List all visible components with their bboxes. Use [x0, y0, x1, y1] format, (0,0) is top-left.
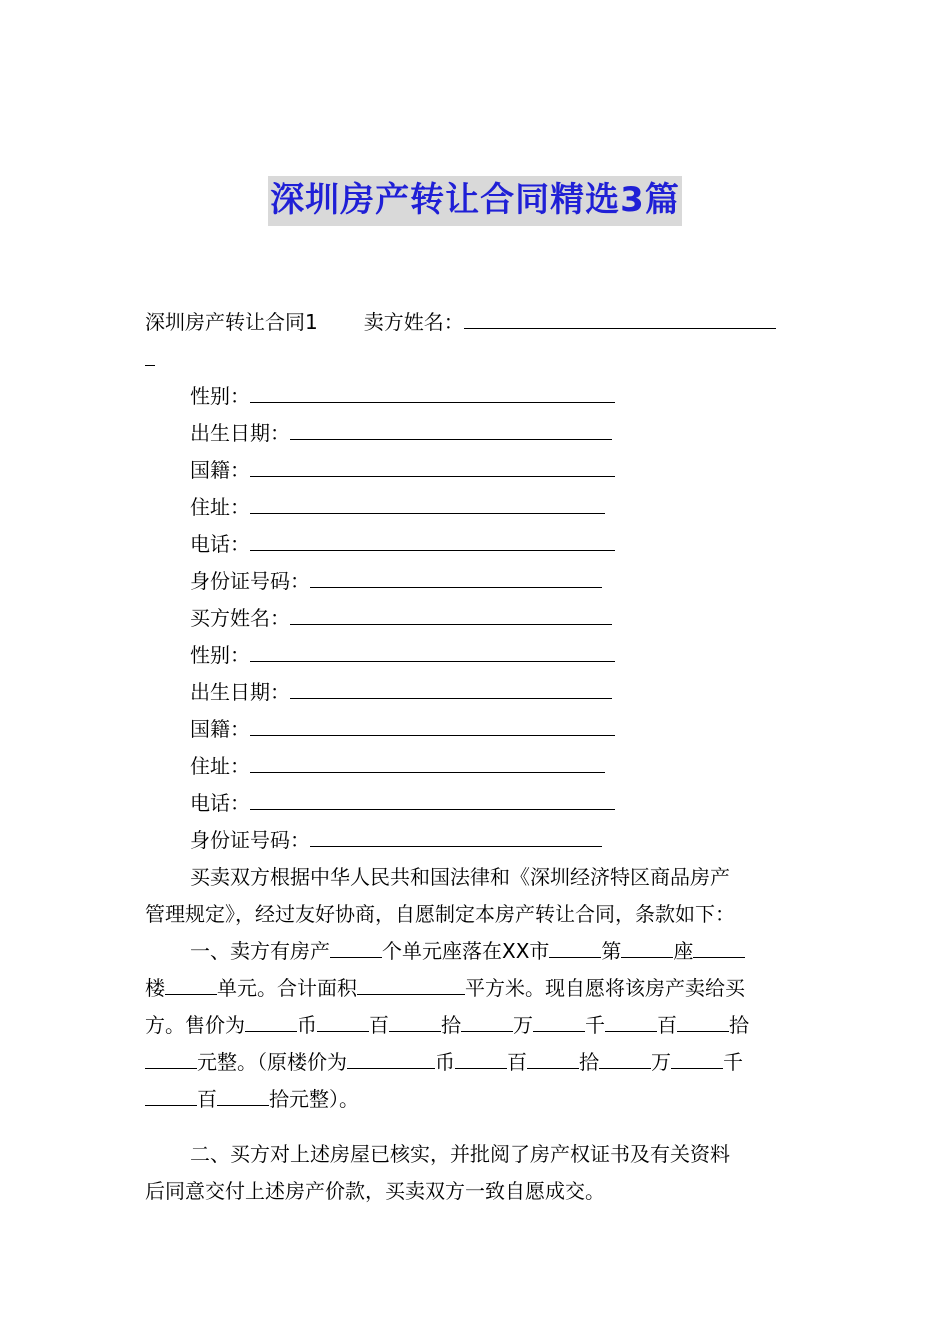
field-blank: [250, 748, 605, 773]
buyer-field-row: [145, 748, 810, 785]
clause-blank: [389, 1007, 441, 1032]
clause-blank: [317, 1007, 369, 1032]
field-blank: [310, 563, 602, 588]
clause-blank: [693, 933, 745, 958]
clause-blank: [145, 1081, 197, 1106]
seller-name-blank: [464, 304, 776, 329]
clause-text: 元整。（原楼价为: [197, 1050, 347, 1074]
clause-blank: [455, 1044, 507, 1069]
clause-blank: [549, 933, 601, 958]
clause-text: 拾: [579, 1050, 599, 1074]
field-blank: [310, 822, 602, 847]
field-label: 电话：: [190, 791, 250, 815]
contract-label: 深圳房产转让合同1: [145, 310, 318, 334]
buyer-field-row: [145, 600, 810, 637]
clause-text: 拾: [729, 1013, 749, 1037]
clause-blank: [357, 970, 465, 995]
clause-text: 平方米。现自愿将该房产卖给买: [465, 976, 745, 1000]
field-blank: [290, 600, 612, 625]
clause-text: 拾元整）。: [269, 1087, 359, 1111]
clause-text: 百: [197, 1087, 217, 1111]
clause-text: 百: [369, 1013, 389, 1037]
clause-two-line2: 后同意交付上述房产价款，买卖双方一致自愿成交。: [145, 1179, 605, 1203]
clause-text: 千: [585, 1013, 605, 1037]
buyer-field-row: [145, 785, 810, 822]
clause-text: 币: [297, 1013, 317, 1037]
field-label: 身份证号码：: [190, 828, 310, 852]
clause-one-line5: [145, 1081, 810, 1118]
buyer-field-row: [145, 674, 810, 711]
field-label: 国籍：: [190, 458, 250, 482]
clause-blank: [461, 1007, 513, 1032]
clause-text: 第: [601, 939, 622, 963]
clause-blank: [533, 1007, 585, 1032]
clause-text: 拾: [441, 1013, 461, 1037]
clause-one-line2: [145, 970, 810, 1007]
field-label: 出生日期：: [190, 680, 290, 704]
seller-field-row: [145, 526, 810, 563]
clause-text: 方。售价为: [145, 1013, 245, 1037]
field-label: 性别：: [190, 643, 250, 667]
field-blank: [250, 711, 615, 736]
contract-body: [145, 304, 810, 1210]
seller-name-label: 卖方姓名：: [363, 310, 464, 334]
clause-text: 个单元座落在XX市: [382, 939, 550, 963]
title-container: [0, 176, 950, 226]
clause-blank: [621, 933, 673, 958]
contract-heading-line: [145, 304, 810, 341]
clause-text: 百: [657, 1013, 677, 1037]
clause-text: 一、卖方有房产: [190, 939, 330, 963]
seller-name-blank-continued: [145, 341, 810, 378]
intro-paragraph-line1: 买卖双方根据中华人民共和国法律和《深圳经济特区商品房产: [190, 865, 730, 889]
field-blank: [250, 378, 615, 403]
buyer-field-row: [145, 822, 810, 859]
clause-blank: [330, 933, 382, 958]
field-blank: [250, 452, 615, 477]
clause-blank: [145, 1044, 197, 1069]
clause-blank: [217, 1081, 269, 1106]
field-blank: [250, 785, 615, 810]
clause-blank: [347, 1044, 435, 1069]
clause-text: 座: [673, 939, 694, 963]
field-blank: [250, 526, 615, 551]
seller-field-row: [145, 489, 810, 526]
clause-blank: [671, 1044, 723, 1069]
clause-blank: [527, 1044, 579, 1069]
clause-text: 千: [723, 1050, 743, 1074]
field-label: 身份证号码：: [190, 569, 310, 593]
seller-field-row: [145, 452, 810, 489]
clause-one-line1: [145, 933, 810, 970]
seller-field-row: [145, 415, 810, 452]
clause-text: 币: [435, 1050, 455, 1074]
clause-text: 单元。合计面积: [217, 976, 357, 1000]
buyer-field-row: [145, 637, 810, 674]
field-label: 国籍：: [190, 717, 250, 741]
field-blank: [250, 489, 605, 514]
clause-two-line1: 二、买方对上述房屋已核实，并批阅了房产权证书及有关资料: [190, 1142, 730, 1166]
clause-blank: [245, 1007, 297, 1032]
clause-blank: [599, 1044, 651, 1069]
clause-text: 百: [507, 1050, 527, 1074]
clause-text: 万: [513, 1013, 533, 1037]
seller-field-row: [145, 378, 810, 415]
clause-text: 楼: [145, 976, 165, 1000]
field-blank: [290, 674, 612, 699]
field-blank: [290, 415, 612, 440]
clause-text: 万: [651, 1050, 671, 1074]
field-label: 出生日期：: [190, 421, 290, 445]
clause-blank: [165, 970, 217, 995]
clause-blank: [677, 1007, 729, 1032]
clause-blank: [605, 1007, 657, 1032]
seller-field-row: [145, 563, 810, 600]
field-label: 电话：: [190, 532, 250, 556]
intro-paragraph-line2: 管理规定》，经过友好协商，自愿制定本房产转让合同，条款如下：: [145, 902, 735, 926]
field-label: 住址：: [190, 495, 250, 519]
clause-one-line3: [145, 1007, 810, 1044]
buyer-field-row: [145, 711, 810, 748]
field-label: 住址：: [190, 754, 250, 778]
field-label: 买方姓名：: [190, 606, 290, 630]
field-label: 性别：: [190, 384, 250, 408]
document-title: 深圳房产转让合同精选3篇: [268, 176, 682, 226]
clause-one-line4: [145, 1044, 810, 1081]
field-blank: [250, 637, 615, 662]
